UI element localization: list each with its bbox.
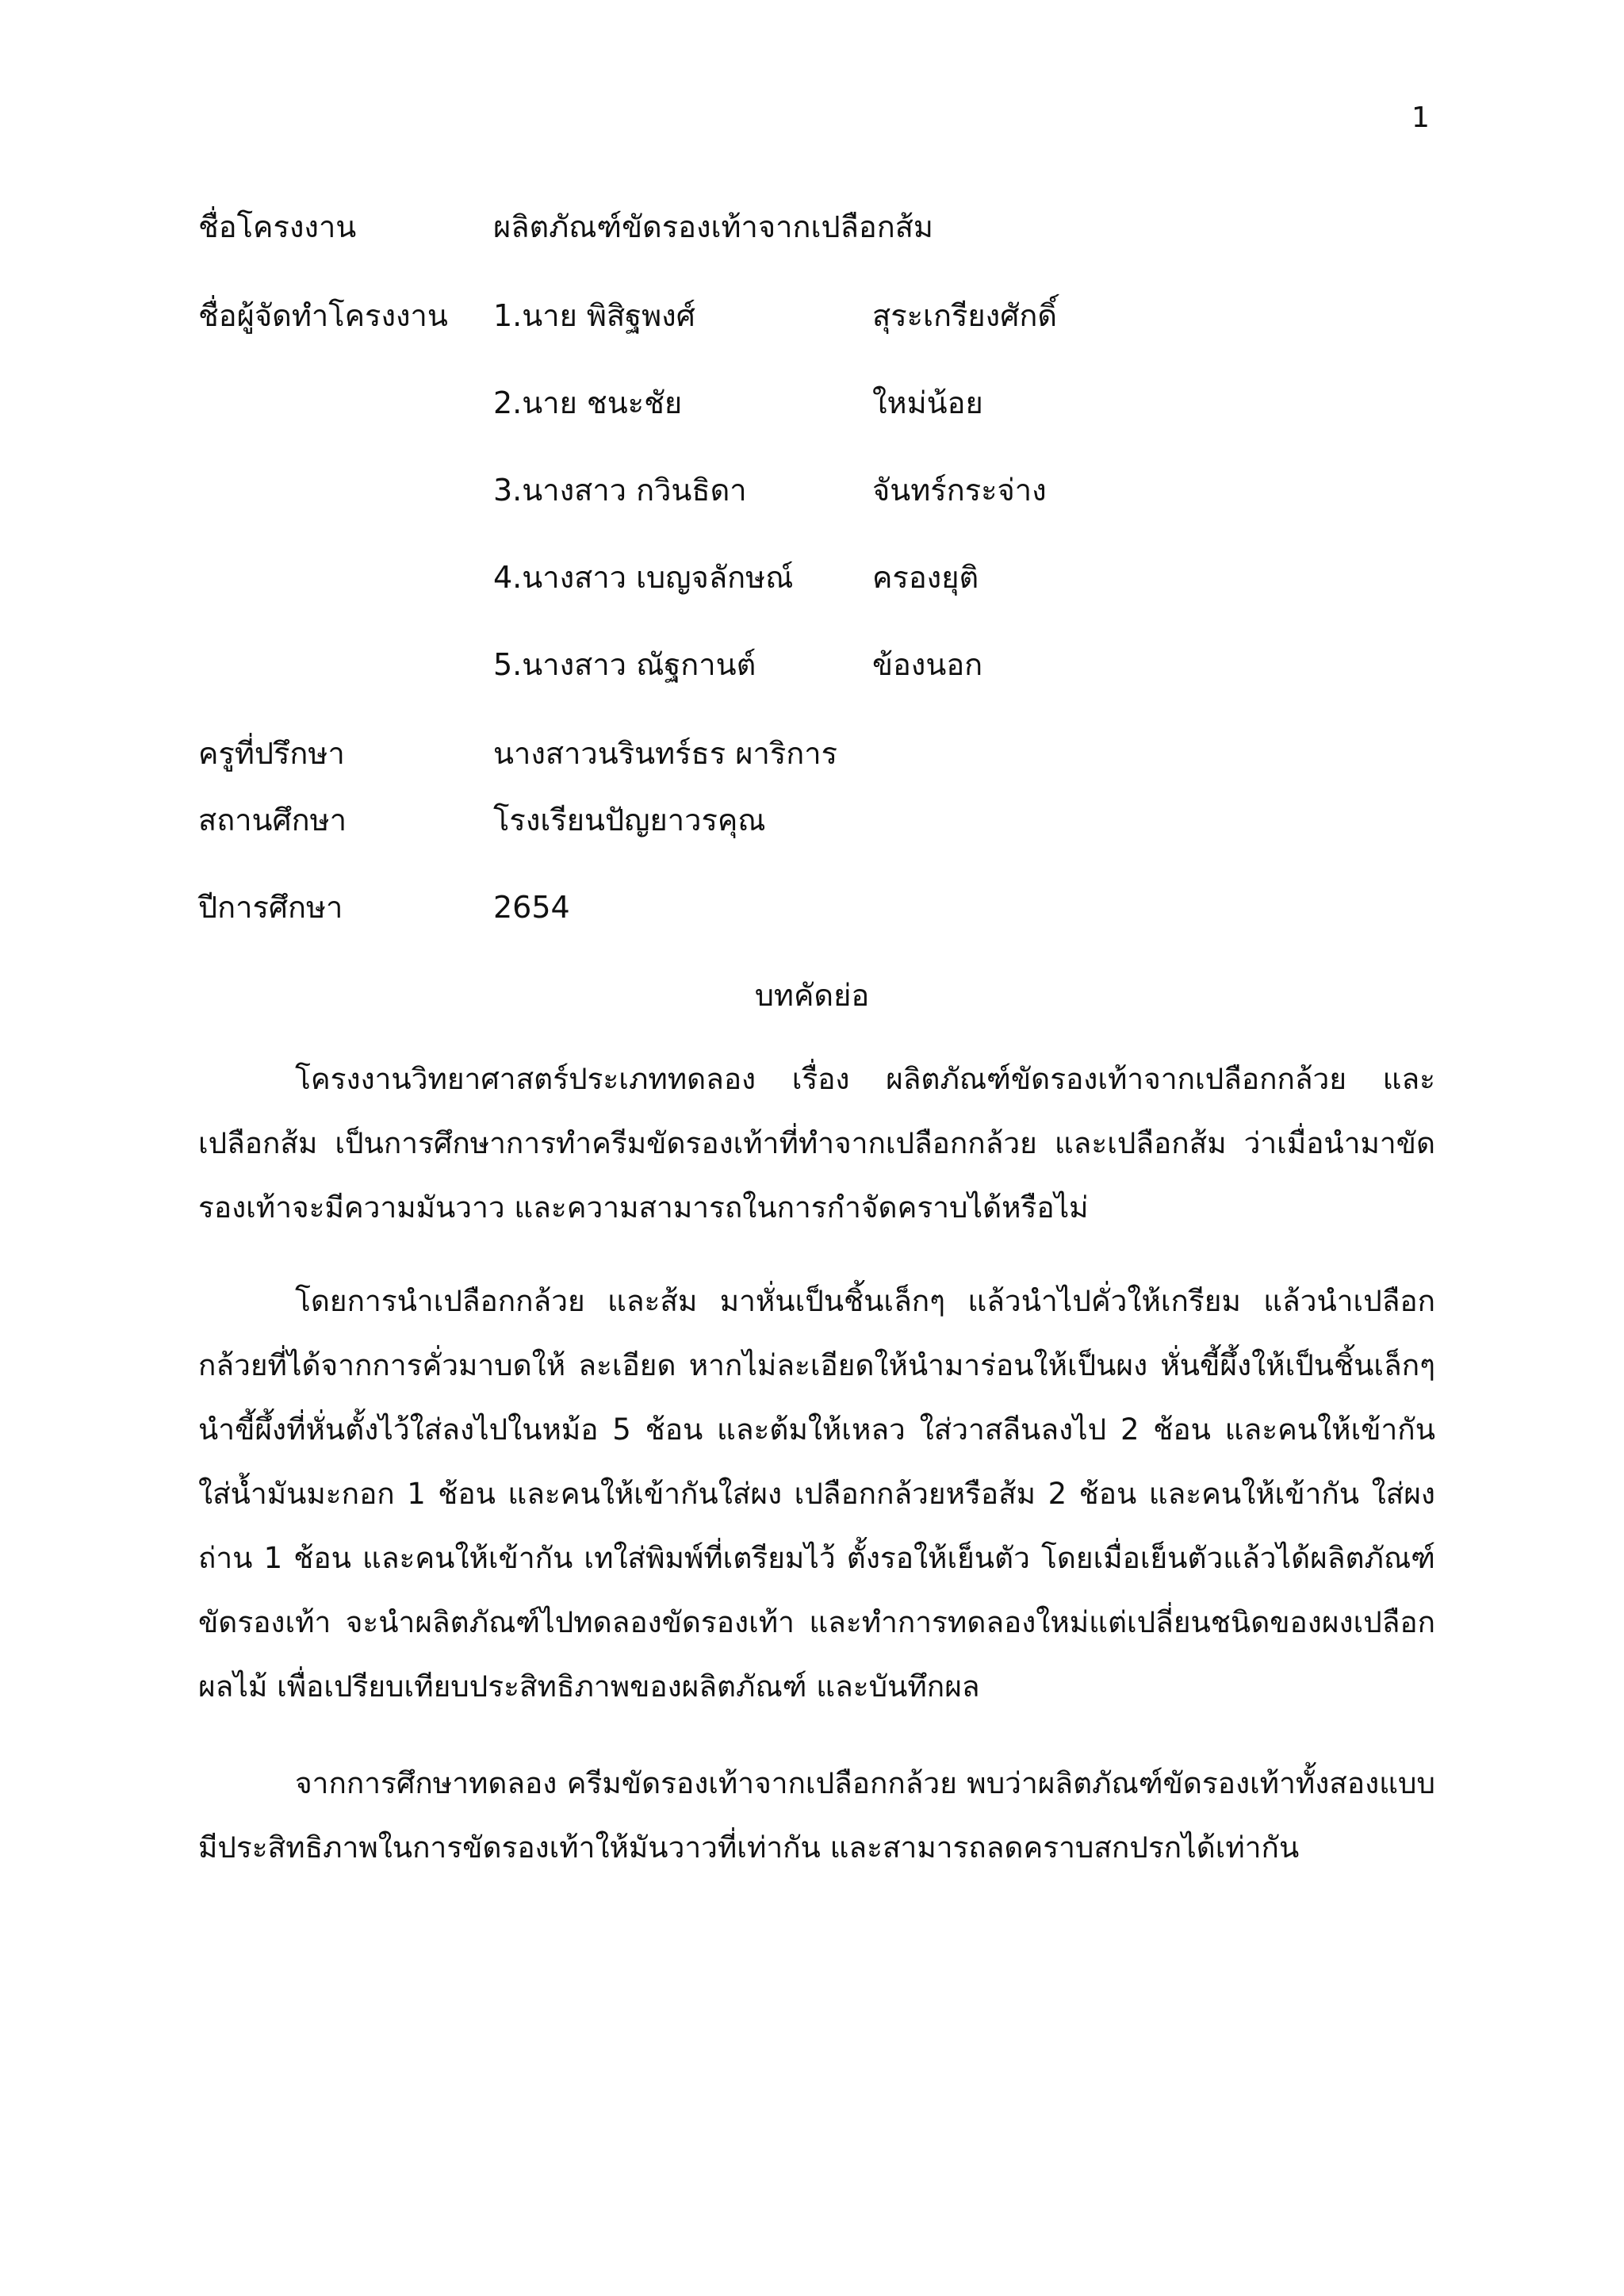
advisor-row — [198, 730, 1435, 777]
authors-label: ชื่อผู้จัดทำโครงงาน — [198, 298, 448, 333]
academic-year-row — [198, 884, 1435, 931]
author-row — [198, 641, 1435, 688]
abstract-paragraph: โดยการนำเปลือกกล้วย และส้ม มาหั่นเป็นชิ้นเล็กๆ แล้วนำไปคั่วให้เกรียม แล้วนำเปลือกกล้วยที่ได้จากการคั่วมาบดให้ ละเอียด หากไม่ละเอียดให้นำมาร่อนให้เป็นผง หั่นขี้ผึ้งให้เป็นชิ้นเล็กๆ นำขี้ผึ้งที่หั่นตั้งไว้ใส่ลงไปในหม้อ 5 ช้อน และต้มให้เหลว ใส่วาสลีนลงไป 2 ช้อน และคนให้เข้ากัน ใส่น้ำมันมะกอก 1 ช้อน และคนให้เข้ากันใส่ผง เปลือกกล้วยหรือส้ม 2 ช้อน และคนให้เข้ากัน ใส่ผงถ่าน 1 ช้อน และคนให้เข้ากัน เทใส่พิมพ์ที่เตรียมไว้ ตั้งรอให้เย็นตัว โดยเมื่อเย็นตัวแล้วได้ผลิตภัณฑ์ขัดรองเท้า จะนำผลิตภัณฑ์ไปทดลองขัดรองเท้า และทำการทดลองใหม่แต่เปลี่ยนชนิดของผงเปลือกผลไม้ เพื่อเปรียบเทียบประสิทธิภาพของผลิตภัณฑ์ และบันทึกผล — [198, 1284, 1435, 1704]
author-surname: สุระเกรียงศักดิ์ — [872, 298, 1058, 333]
author-name: 5.นางสาว ณัฐกานต์ — [493, 647, 756, 682]
abstract-paragraph: โครงงานวิทยาศาสตร์ประเภททดลอง เรื่อง ผลิตภัณฑ์ขัดรองเท้าจากเปลือกกล้วย และเปลือกส้ม เป็นการศึกษาการทำครีมขัดรองเท้าที่ทำจากเปลือกกล้วย และเปลือกส้ม ว่าเมื่อนำมาขัดรองเท้าจะมีความมันวาว และความสามารถในการกำจัดคราบได้หรือไม่ — [198, 1062, 1435, 1225]
project-title-value: ผลิตภัณฑ์ขัดรองเท้าจากเปลือกส้ม — [493, 209, 933, 244]
academic-year-label: ปีการศึกษา — [198, 890, 343, 925]
author-row — [198, 379, 1435, 427]
school-row — [198, 796, 1435, 844]
school-value: โรงเรียนปัญยาวรคุณ — [493, 803, 766, 838]
author-name: 1.นาย พิสิฐพงศ์ — [493, 298, 695, 333]
author-name: 2.นาย ชนะชัย — [493, 385, 683, 420]
author-row — [198, 466, 1435, 514]
author-surname: ใหม่น้อย — [872, 385, 983, 420]
author-surname: จันทร์กระจ่าง — [872, 473, 1047, 508]
page-number: 1 — [1411, 102, 1430, 134]
project-title-row — [198, 203, 1435, 251]
project-title-label: ชื่อโครงงาน — [198, 209, 357, 244]
author-row — [198, 554, 1435, 601]
author-row — [198, 292, 1435, 339]
author-surname: ข้องนอก — [872, 647, 983, 682]
author-name: 4.นางสาว เบญจลักษณ์ — [493, 560, 794, 595]
author-name: 3.นางสาว กวินธิดา — [493, 473, 747, 508]
advisor-value: นางสาวนรินทร์ธร ผาริการ — [493, 736, 838, 771]
school-label: สถานศึกษา — [198, 803, 347, 838]
author-surname: ครองยุติ — [872, 560, 979, 595]
academic-year-value: 2654 — [493, 890, 570, 925]
abstract-heading: บทคัดย่อ — [754, 978, 870, 1013]
abstract-paragraph: จากการศึกษาทดลอง ครีมขัดรองเท้าจากเปลือกกล้วย พบว่าผลิตภัณฑ์ขัดรองเท้าทั้งสองแบบมีประสิทธิภาพในการขัดรองเท้าให้มันวาวที่เท่ากัน และสามารถลดคราบสกปรกได้เท่ากัน — [198, 1766, 1435, 1865]
advisor-label: ครูที่ปรึกษา — [198, 736, 345, 771]
